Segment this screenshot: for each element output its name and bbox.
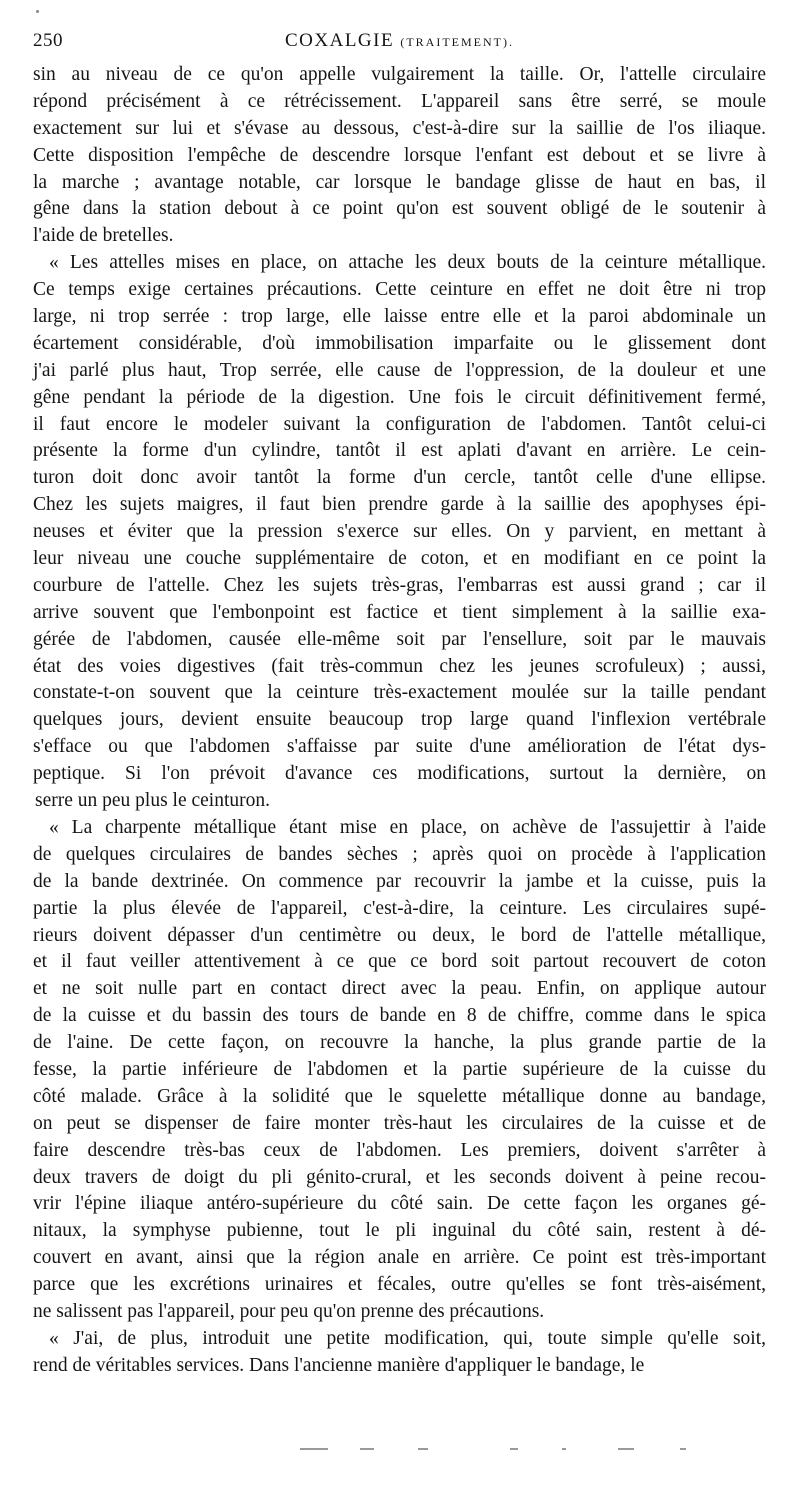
text-line: neuses et éviter que la pression s'exerce sur elles. On y parvient, en mettant à [33, 521, 766, 543]
page-number: 250 [33, 30, 63, 51]
text-line: large, ni trop serrée : trop large, elle laisse entre elle et la paroi abdominale un [33, 306, 766, 328]
print-speck [36, 10, 39, 13]
text-line: Cette disposition l'empêche de descendre lorsque l'enfant est debout et se livre à [33, 144, 766, 166]
text-line: peptique. Si l'on prévoit d'avance ces modifications, surtout la dernière, on [33, 763, 766, 785]
bleed-through-marks [300, 1448, 720, 1454]
text-line: partie la plus élevée de l'appareil, c'est-à-dire, la ceinture. Les circulaires supé- [33, 897, 766, 919]
text-line: il faut encore le modeler suivant la configuration de l'abdomen. Tantôt celui-ci [33, 413, 766, 435]
text-line: fesse, la partie inférieure de l'abdomen et la partie supérieure de la cuisse du [33, 1058, 766, 1080]
text-line: Chez les sujets maigres, il faut bien prendre garde à la saillie des apophyses épi- [33, 494, 766, 516]
text-line: la marche ; avantage notable, car lorsque le bandage glisse de haut en bas, il [33, 171, 766, 193]
text-line: de quelques circulaires de bandes sèches ; après quoi on procède à l'application [33, 843, 766, 865]
running-title-main: COXALGIE [284, 30, 395, 51]
text-line: état des voies digestives (fait très-commun chez les jeunes scrofuleux) ; aussi, [33, 655, 766, 677]
text-line: faire descendre très-bas ceux de l'abdomen. Les premiers, doivent s'arrêter à [33, 1139, 766, 1161]
text-line: Ce temps exige certaines précautions. Cette ceinture en effet ne doit être ni trop [33, 279, 766, 301]
text-line: « Les attelles mises en place, on attache les deux bouts de la ceinture métallique. [49, 252, 766, 274]
text-line: l'aide de bretelles. [33, 225, 174, 247]
text-line: quelques jours, devient ensuite beaucoup trop large quand l'inflexion vertébrale [33, 709, 766, 731]
body-text [33, 62, 766, 1380]
text-line: turon doit donc avoir tantôt la forme d'un cercle, tantôt celle d'une ellipse. [33, 467, 766, 489]
text-line: de la bande dextrinée. On commence par recouvrir la jambe et la cuisse, puis la [33, 870, 766, 892]
text-line: rend de véritables services. Dans l'ancienne manière d'appliquer le bandage, le [33, 1354, 645, 1376]
text-line: on peut se dispenser de faire monter très-haut les circulaires de la cuisse et de [33, 1112, 766, 1134]
text-line: et il faut veiller attentivement à ce que ce bord soit partout recouvert de coton [33, 951, 766, 973]
text-line: rieurs doivent dépasser d'un centimètre ou deux, le bord de l'attelle métallique, [33, 924, 766, 946]
text-line: nitaux, la symphyse pubienne, tout le pli inguinal du côté sain, restent à dé- [33, 1220, 766, 1242]
text-line: répond précisément à ce rétrécissement. L'appareil sans être serré, se moule [33, 90, 766, 112]
text-line: deux travers de doigt du pli génito-crural, et les seconds doivent à peine recou- [33, 1166, 766, 1188]
text-line: s'efface ou que l'abdomen s'affaisse par suite d'une amélioration de l'état dys- [33, 736, 766, 758]
text-line: courbure de l'attelle. Chez les sujets très-gras, l'embarras est aussi grand ; car il [33, 574, 766, 596]
text-line: « La charpente métallique étant mise en place, on achève de l'assujettir à l'aide [49, 816, 766, 838]
text-line: couvert en avant, ainsi que la région anale en arrière. Ce point est très-important [33, 1247, 766, 1269]
text-line: ne salissent pas l'appareil, pour peu qu'on prenne des précautions. [33, 1300, 545, 1322]
text-line: de l'aine. De cette façon, on recouvre la hanche, la plus grande partie de la [33, 1032, 766, 1054]
text-line: écartement considérable, d'où immobilisation imparfaite ou le glissement dont [33, 332, 766, 354]
text-line: j'ai parlé plus haut, Trop serrée, elle cause de l'oppression, de la douleur et une [33, 359, 766, 381]
text-line: serre un peu plus le ceinturon. [35, 790, 271, 812]
text-line: constate-t-on souvent que la ceinture très-exactement moulée sur la taille pendant [33, 682, 766, 704]
text-line: parce que les excrétions urinaires et fécales, outre qu'elles se font très-aisément, [33, 1274, 766, 1296]
running-title-sub: (TRAITEMENT). [400, 35, 514, 49]
running-header [33, 30, 766, 54]
text-line: gêne dans la station debout à ce point qu'on est souvent obligé de le soutenir à [33, 198, 766, 220]
text-line: leur niveau une couche supplémentaire de coton, et en modifiant en ce point la [33, 548, 766, 570]
text-line: côté malade. Grâce à la solidité que le squelette métallique donne au bandage, [33, 1085, 766, 1107]
text-line: et ne soit nulle part en contact direct avec la peau. Enfin, on applique autour [33, 978, 766, 1000]
running-title [33, 30, 766, 52]
text-line: exactement sur lui et s'évase au dessous, c'est-à-dire sur la saillie de l'os iliaque. [33, 117, 766, 139]
text-line: gérée de l'abdomen, causée elle-même soit par l'ensellure, soit par le mauvais [33, 628, 766, 650]
text-line: présente la forme d'un cylindre, tantôt il est aplati d'avant en arrière. Le cein- [33, 440, 766, 462]
text-line: « J'ai, de plus, introduit une petite modification, qui, toute simple qu'elle soit, [49, 1327, 766, 1349]
text-line: vrir l'épine iliaque antéro-supérieure du côté sain. De cette façon les organes gé- [33, 1193, 766, 1215]
text-line: de la cuisse et du bassin des tours de bande en 8 de chiffre, comme dans le spica [33, 1005, 766, 1027]
text-line: sin au niveau de ce qu'on appelle vulgairement la taille. Or, l'attelle circulaire [33, 64, 766, 85]
text-line: arrive souvent que l'embonpoint est factice et tient simplement à la saillie exa- [33, 601, 766, 623]
text-line: gêne pendant la période de la digestion. Une fois le circuit définitivement fermé, [33, 386, 766, 408]
